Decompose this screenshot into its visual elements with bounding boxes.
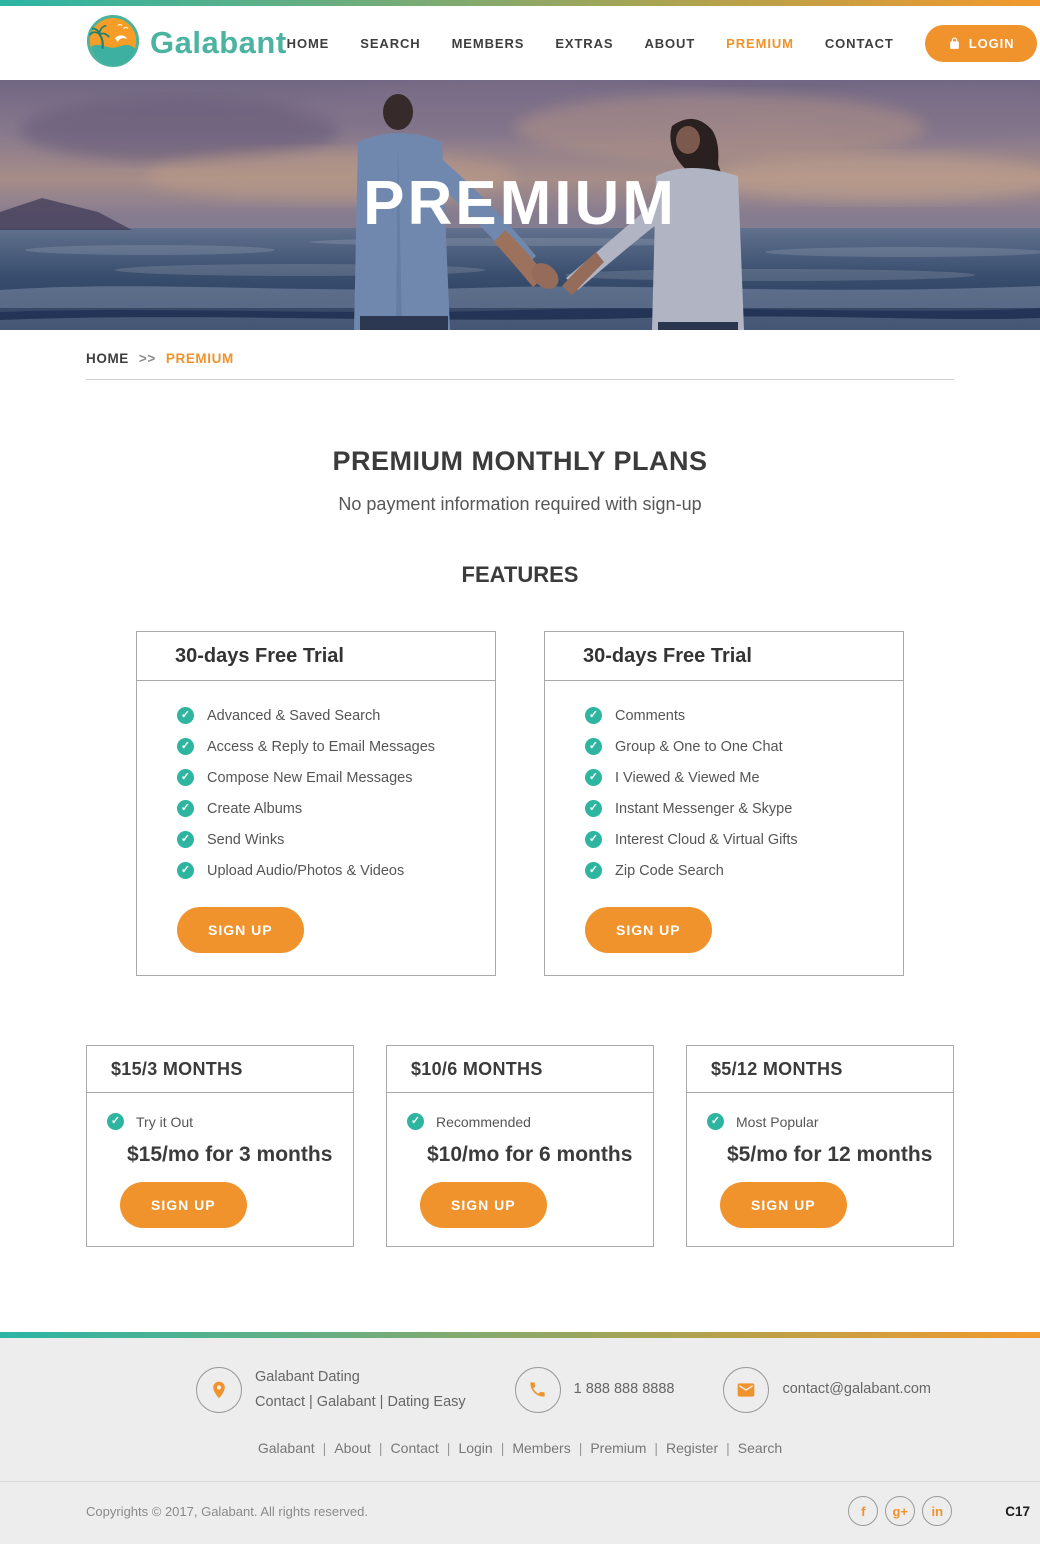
- feature-text: Interest Cloud & Virtual Gifts: [615, 831, 798, 848]
- feature-card-title: 30-days Free Trial: [545, 632, 903, 681]
- list-item: [585, 769, 885, 786]
- feature-text: Compose New Email Messages: [207, 769, 413, 786]
- brand-name[interactable]: Galabant: [150, 25, 287, 60]
- footer-address-line1: Galabant Dating: [255, 1369, 360, 1385]
- copyright-text: Copyrights © 2017, Galabant. All rights reserved.: [86, 1503, 369, 1519]
- brand-logo[interactable]: [86, 14, 287, 73]
- pricing-card-3-months: [86, 1045, 354, 1247]
- footer-link-about[interactable]: About: [334, 1440, 371, 1457]
- pricing-card-title: $10/6 MONTHS: [387, 1046, 653, 1093]
- link-separator: |: [322, 1440, 327, 1457]
- google-plus-icon[interactable]: g+: [885, 1496, 915, 1526]
- link-separator: |: [500, 1440, 505, 1457]
- footer-link-login[interactable]: Login: [458, 1440, 493, 1457]
- check-icon: ✓: [585, 769, 602, 786]
- feature-text: Advanced & Saved Search: [207, 707, 381, 724]
- lock-icon: [948, 37, 961, 50]
- pricing-cards-row: [86, 1045, 954, 1247]
- footer-address-line2: Contact | Galabant | Dating Easy: [255, 1393, 466, 1410]
- c17-badge: C17: [1005, 1503, 1030, 1519]
- location-pin-icon: [196, 1367, 242, 1413]
- signup-button[interactable]: SIGN UP: [720, 1182, 847, 1228]
- check-icon: ✓: [177, 707, 194, 724]
- link-separator: |: [654, 1440, 658, 1457]
- footer-address: [196, 1365, 466, 1414]
- pricing-price: $15/mo for 3 months: [127, 1143, 333, 1166]
- breadcrumb-separator: >>: [138, 351, 156, 366]
- galabant-logo-icon: [86, 14, 140, 73]
- check-icon: ✓: [585, 738, 602, 755]
- breadcrumb-divider: [86, 379, 954, 380]
- feature-card-title: 30-days Free Trial: [137, 632, 495, 681]
- list-item: [585, 831, 885, 848]
- footer-email-address[interactable]: contact@galabant.com: [782, 1381, 931, 1398]
- signup-button[interactable]: SIGN UP: [120, 1182, 247, 1228]
- footer-link-galabant[interactable]: Galabant: [257, 1440, 315, 1457]
- check-icon: ✓: [585, 831, 602, 848]
- check-icon: ✓: [177, 831, 194, 848]
- check-icon: ✓: [177, 738, 194, 755]
- phone-icon: [515, 1367, 561, 1413]
- footer-contact-row: [86, 1338, 954, 1414]
- plans-subtitle: No payment information required with sign-up: [338, 494, 702, 514]
- check-icon: ✓: [585, 862, 602, 879]
- footer-link-contact[interactable]: Contact: [390, 1440, 439, 1457]
- footer-email: [723, 1367, 931, 1413]
- feature-list: [137, 707, 495, 879]
- linkedin-icon[interactable]: in: [922, 1496, 952, 1526]
- nav-item-about[interactable]: ABOUT: [644, 35, 696, 51]
- login-label: LOGIN: [968, 35, 1015, 51]
- check-icon: ✓: [177, 862, 194, 879]
- list-item: [585, 707, 885, 724]
- list-item: [177, 738, 477, 755]
- facebook-icon[interactable]: f: [848, 1496, 878, 1526]
- pricing-price: $5/mo for 12 months: [727, 1143, 933, 1166]
- pricing-card-title: $15/3 MONTHS: [87, 1046, 353, 1093]
- feature-cards-row: [86, 631, 954, 976]
- feature-text: I Viewed & Viewed Me: [615, 769, 760, 786]
- pricing-tag-text: Most Popular: [736, 1113, 819, 1130]
- footer-phone: [515, 1367, 675, 1413]
- feature-text: Zip Code Search: [615, 862, 724, 879]
- pricing-card-title: $5/12 MONTHS: [687, 1046, 953, 1093]
- nav-item-search[interactable]: SEARCH: [360, 35, 421, 51]
- footer-link-premium[interactable]: Premium: [590, 1440, 647, 1457]
- check-icon: ✓: [177, 769, 194, 786]
- link-separator: |: [378, 1440, 383, 1457]
- footer-link-search[interactable]: Search: [737, 1440, 783, 1457]
- check-icon: ✓: [585, 707, 602, 724]
- list-item: [177, 831, 477, 848]
- envelope-icon: [723, 1367, 769, 1413]
- breadcrumb: [86, 351, 954, 366]
- feature-card-1: [136, 631, 496, 976]
- pricing-price: $10/mo for 6 months: [427, 1143, 633, 1166]
- nav-item-premium[interactable]: PREMIUM: [726, 35, 794, 51]
- link-separator: |: [726, 1440, 730, 1457]
- feature-text: Upload Audio/Photos & Videos: [207, 862, 405, 879]
- signup-button[interactable]: SIGN UP: [585, 907, 712, 953]
- social-links: [848, 1496, 952, 1526]
- feature-card-2: [544, 631, 904, 976]
- pricing-tag-text: Recommended: [436, 1113, 531, 1130]
- feature-text: Send Winks: [207, 831, 285, 848]
- list-item: [177, 862, 477, 879]
- hero-banner: [0, 80, 1040, 330]
- feature-text: Group & One to One Chat: [615, 738, 783, 755]
- nav-item-home[interactable]: HOME: [286, 35, 330, 51]
- footer-link-members[interactable]: Members: [512, 1440, 571, 1457]
- footer-links: [0, 1414, 1040, 1456]
- feature-list: [545, 707, 903, 879]
- hero-title: PREMIUM: [363, 169, 677, 239]
- list-item: [177, 769, 477, 786]
- feature-text: Access & Reply to Email Messages: [207, 738, 436, 755]
- list-item: [585, 862, 885, 879]
- list-item: [177, 800, 477, 817]
- signup-button[interactable]: SIGN UP: [177, 907, 304, 953]
- check-icon: ✓: [107, 1113, 124, 1130]
- link-separator: |: [578, 1440, 583, 1457]
- list-item: [585, 738, 885, 755]
- check-icon: ✓: [707, 1113, 724, 1130]
- feature-text: Create Albums: [207, 800, 303, 817]
- nav-item-members[interactable]: MEMBERS: [451, 35, 525, 51]
- nav-item-extras[interactable]: EXTRAS: [555, 35, 614, 51]
- list-item: [585, 800, 885, 817]
- pricing-tag: [707, 1113, 933, 1130]
- pricing-tag: [407, 1113, 633, 1130]
- feature-text: Comments: [615, 707, 686, 724]
- check-icon: ✓: [585, 800, 602, 817]
- main-nav: [287, 25, 1038, 62]
- feature-text: Instant Messenger & Skype: [615, 800, 793, 817]
- footer-bottom-bar: [0, 1481, 1040, 1544]
- plans-title: PREMIUM MONTHLY PLANS: [332, 446, 708, 476]
- pricing-card-12-months: [686, 1045, 954, 1247]
- footer-phone-number[interactable]: 1 888 888 8888: [573, 1381, 675, 1398]
- footer: [0, 1338, 1040, 1544]
- breadcrumb-current: PREMIUM: [165, 351, 234, 366]
- link-separator: |: [446, 1440, 451, 1457]
- nav-item-contact[interactable]: CONTACT: [824, 35, 894, 51]
- breadcrumb-home-link[interactable]: HOME: [86, 351, 129, 366]
- pricing-tag: [107, 1113, 333, 1130]
- check-icon: ✓: [177, 800, 194, 817]
- login-button[interactable]: [925, 25, 1038, 62]
- pricing-card-6-months: [386, 1045, 654, 1247]
- pricing-tag-text: Try it Out: [136, 1113, 194, 1130]
- header: [0, 6, 1040, 80]
- footer-link-register[interactable]: Register: [666, 1440, 719, 1457]
- list-item: [177, 707, 477, 724]
- signup-button[interactable]: SIGN UP: [420, 1182, 547, 1228]
- features-title: FEATURES: [461, 562, 579, 587]
- check-icon: ✓: [407, 1113, 424, 1130]
